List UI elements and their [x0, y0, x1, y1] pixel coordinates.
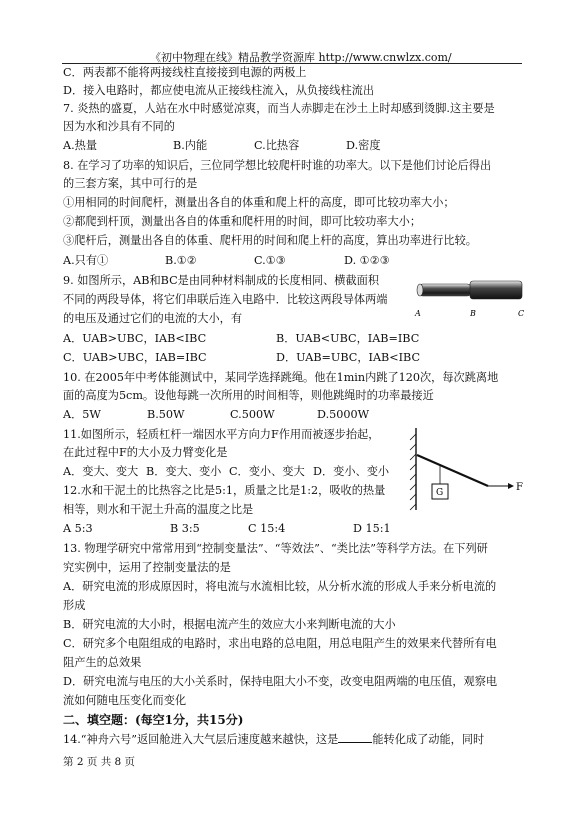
- conductor-end: [417, 284, 423, 296]
- q8-option-a: A.只有①: [63, 254, 109, 267]
- q7-option-c: C.比热容: [254, 139, 300, 152]
- q11-option-d: D．变小、变小: [313, 465, 390, 478]
- q8-option-c: C.①③: [254, 254, 286, 267]
- question-13: 13. 物理学研究中常常用到“控制变量法”、“等效法”、“类比法”等科学方法。在下列研: [63, 542, 488, 555]
- question-9: 9. 如图所示，AB和BC是由同种材料制成的长度相同、横截面积: [63, 274, 380, 287]
- q13-option-c-cont: 阻产生的总效果: [63, 656, 142, 669]
- question-10-cont: 面的高度为5cm。设他每跳一次所用的时间相等，则他跳绳时的功率最接近: [63, 389, 434, 402]
- q9-option-b: B．UAB<UBC，IAB=IBC: [276, 332, 420, 345]
- label-c: C: [518, 309, 525, 318]
- q8-option-b: B.①②: [165, 254, 197, 267]
- question-8: 8. 在学习了功率的知识后，三位同学想比较爬杆时谁的功率大。以下是他们讨论后得出: [63, 159, 492, 172]
- section-2-heading: 二、填空题：(每空1分，共15分): [63, 713, 244, 727]
- lever-figure: [400, 424, 524, 514]
- header-rule: [62, 63, 522, 64]
- question-8-cont: 的三套方案，其中可行的是: [63, 177, 198, 190]
- q10-option-c: C.500W: [230, 408, 275, 421]
- q13-option-d: D．研究电流与电压的大小关系时，保持电阻大小不变，改变电阻两端的电压值，观察电: [63, 675, 498, 688]
- force-label: F: [516, 482, 523, 493]
- q12-option-d: D 15:1: [353, 522, 391, 535]
- q13-option-c: C．研究多个电阻组成的电路时，求出电路的总电阻，用总电阻产生的效果来代替所有电: [63, 637, 497, 650]
- q11-option-b: B．变大、变小: [146, 465, 222, 478]
- q7-option-a: A.热量: [63, 139, 98, 152]
- q13-option-d-cont: 流如何随电压变化而变化: [63, 694, 187, 707]
- q14-text-after: 能转化成了动能，同时: [372, 733, 485, 746]
- conductor-ab: [418, 284, 472, 296]
- conductor-bc: [470, 281, 522, 299]
- question-7: 7. 炎热的盛夏，人站在水中时感觉凉爽，而当人赤脚走在沙土上时却感到烫脚.这主要是: [63, 102, 495, 115]
- q9-option-a: A．UAB>UBC，IAB<IBC: [63, 332, 207, 345]
- question-12-cont: 相等，则水和干泥土升高的温度之比是: [63, 503, 254, 516]
- question-11-cont: 在此过程中F的大小及力臂变化是: [63, 446, 228, 459]
- conductor-figure: [408, 272, 528, 322]
- q13-option-a: A．研究电流的形成原因时，将电流与水流相比较，从分析水流的形成人手来分析电流的: [63, 580, 497, 593]
- q10-option-b: B.50W: [147, 408, 185, 421]
- question-12: 12.水和干泥土的比热容之比是5:1，质量之比是1:2，吸收的热量: [63, 484, 386, 497]
- q11-option-c: C．变小、变大: [229, 465, 305, 478]
- force-arrowhead: [508, 483, 514, 489]
- q9-option-c: C．UAB>UBC，IAB=IBC: [63, 351, 207, 364]
- q14-answer-blank[interactable]: [338, 732, 372, 743]
- q12-option-c: C 15:4: [248, 522, 286, 535]
- question-10: 10. 在2005年中考体能测试中，某同学选择跳绳。他在1min内跳了120次，每次跳离地: [63, 371, 499, 384]
- q13-option-b: B．研究电流的大小时，根据电流产生的效应大小来判断电流的大小: [63, 618, 396, 631]
- q8-scheme-1: ①用相同的时间爬杆，测量出各自的体重和爬上杆的高度，即可比较功率大小；: [63, 196, 455, 209]
- question-13-cont: 究实例中，运用了控制变量法的是: [63, 561, 231, 574]
- q8-scheme-3: ③爬杆后，测量出各自的体重、爬杆用的时间和爬上杆的高度，算出功率进行比较。: [63, 234, 477, 247]
- label-b: B: [470, 309, 476, 318]
- q13-option-a-cont: 形成: [63, 599, 86, 612]
- q14-text-before: 14.“神舟六号”返回舱进入大气层后速度越来越快，这是: [63, 733, 339, 746]
- line-option-c: C．两表都不能将两接线柱直接接到电源的两极上: [63, 66, 307, 79]
- wall-hatching: [410, 434, 416, 510]
- question-9-cont: 不同的两段导体，将它们串联后连入电路中．比较这两段导体两端: [63, 293, 388, 306]
- question-9-cont2: 的电压及通过它们的电流的大小，有: [63, 312, 243, 325]
- q10-option-a: A．5W: [63, 408, 101, 421]
- q12-option-b: B 3:5: [170, 522, 200, 535]
- weight-label: G: [436, 488, 444, 498]
- page-header: 《初中物理在线》精品教学资源库 http://www.cnwlzx.com/: [150, 51, 452, 64]
- q11-option-a: A．变大、变大: [63, 465, 139, 478]
- q12-option-a: A 5:3: [63, 522, 93, 535]
- q10-option-d: D.5000W: [317, 408, 370, 421]
- line-option-d: D．接入电路时，都应使电流从正接线柱流入，从负接线柱流出: [63, 84, 375, 97]
- label-a: A: [415, 309, 421, 318]
- q7-option-b: B.内能: [173, 139, 208, 152]
- q8-scheme-2: ②都爬到杆顶，测量出各自的体重和爬杆用的时间，即可比较功率大小；: [63, 215, 422, 228]
- lever-bar: [417, 455, 488, 486]
- question-14: [63, 732, 484, 747]
- q8-option-d: D. ①②③: [344, 254, 390, 267]
- page-footer: 第 2 页 共 8 页: [63, 756, 136, 768]
- question-11: 11.如图所示，轻质杠杆一端因水平方向力F作用而被逐步抬起，: [63, 428, 380, 441]
- q7-option-d: D.密度: [346, 139, 381, 152]
- q9-option-d: D．UAB=UBC，IAB<IBC: [276, 351, 421, 364]
- question-7-cont: 因为水和沙具有不同的: [63, 120, 175, 133]
